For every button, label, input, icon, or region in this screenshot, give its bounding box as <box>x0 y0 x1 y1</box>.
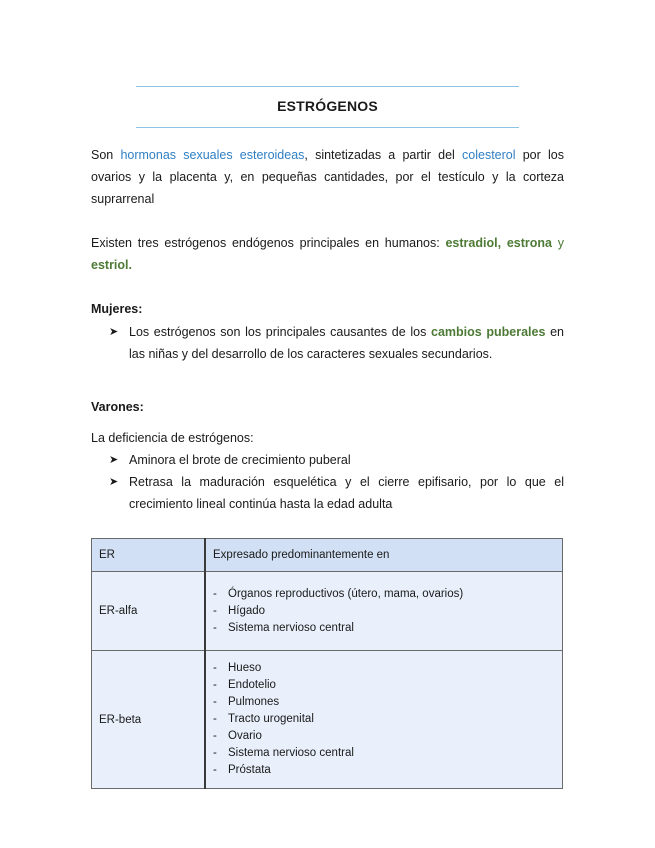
page-title: ESTRÓGENOS <box>277 98 378 114</box>
list-item-text: Hígado <box>228 604 266 617</box>
list-item-text: Órganos reproductivos (útero, mama, ovarios) <box>228 587 464 600</box>
intro-text-2: , sintetizadas a partir del <box>304 148 463 162</box>
men-bullet-2-text: Retrasa la maduración esquelética y el cierre epifisario, por lo que el crecimiento lineal continúa hasta la edad adulta <box>129 475 564 511</box>
women-bullet <box>109 321 564 365</box>
list-item <box>213 711 555 728</box>
list-item <box>213 694 555 711</box>
list-item-text: Ovario <box>228 730 262 742</box>
title-rule-top <box>136 86 519 87</box>
dash-icon: - <box>213 587 217 600</box>
intro-paragraph <box>91 144 564 210</box>
intro-text-3: por los ovarios y la placenta y, en pequeñas cantidades, por el testículo y la corteza suprarrenal <box>91 148 564 206</box>
list-item <box>213 745 555 762</box>
arrow-bullet-icon: ➤ <box>109 476 119 488</box>
endogenous-paragraph <box>91 232 564 276</box>
list-item-text: Pulmones <box>228 696 280 708</box>
list-item <box>213 586 555 603</box>
expression-cell <box>205 651 563 789</box>
men-bullet-2 <box>109 471 564 515</box>
dash-icon: - <box>213 713 217 725</box>
estradiol-estrona-highlight: estradiol, estrona <box>445 236 552 250</box>
intro-text-1: Son <box>91 148 121 162</box>
table-header-row <box>92 539 563 572</box>
women-heading: Mujeres: <box>91 302 143 316</box>
receptor-name-cell: ER-beta <box>92 651 206 789</box>
receptor-table <box>91 538 563 789</box>
list-item-text: Tracto urogenital <box>228 713 314 725</box>
arrow-bullet-icon: ➤ <box>109 326 119 338</box>
title-rule-bottom <box>136 127 519 128</box>
hormonas-link[interactable]: hormonas sexuales esteroideas <box>120 148 305 162</box>
list-item <box>213 660 555 677</box>
dash-icon: - <box>213 662 217 674</box>
list-item-text: Hueso <box>228 662 262 674</box>
list-item <box>213 677 555 694</box>
list-item <box>213 603 555 620</box>
endogenous-text-1: Existen tres estrógenos endógenos principales en humanos: <box>91 236 446 250</box>
list-item <box>213 762 555 779</box>
men-bullet-1-text: Aminora el brote de crecimiento puberal <box>129 453 351 467</box>
men-heading: Varones: <box>91 400 144 414</box>
women-bullet-text-2: en las niñas y del desarrollo de los caracteres sexuales secundarios. <box>129 325 564 361</box>
list-item <box>213 620 555 637</box>
dash-icon: - <box>213 604 217 617</box>
expression-cell <box>205 572 563 651</box>
list-item-text: Sistema nervioso central <box>228 747 354 759</box>
men-intro: La deficiencia de estrógenos: <box>91 431 254 445</box>
dash-icon: - <box>213 764 217 776</box>
list-item-text: Sistema nervioso central <box>228 621 354 634</box>
list-item <box>213 728 555 745</box>
table-row <box>92 572 563 651</box>
expression-list <box>213 660 555 779</box>
table-header-er: ER <box>92 539 206 572</box>
dash-icon: - <box>213 679 217 691</box>
arrow-bullet-icon: ➤ <box>109 454 119 466</box>
table-row <box>92 651 563 789</box>
estriol-highlight: estriol. <box>91 258 132 272</box>
expression-list <box>213 586 555 637</box>
list-item-text: Próstata <box>228 764 271 776</box>
men-bullet-1 <box>109 449 564 471</box>
table-header-expressed: Expresado predominantemente en <box>205 539 563 572</box>
dash-icon: - <box>213 621 217 634</box>
cambios-puberales-highlight: cambios puberales <box>431 325 546 339</box>
list-item-text: Endotelio <box>228 679 276 691</box>
endogenous-text-2: y <box>551 236 565 250</box>
women-bullet-text-1: Los estrógenos son los principales causantes de los <box>129 325 431 339</box>
colesterol-link[interactable]: colesterol <box>462 148 516 162</box>
dash-icon: - <box>213 696 217 708</box>
receptor-name-cell: ER-alfa <box>92 572 206 651</box>
women-bullet-text <box>109 321 564 365</box>
dash-icon: - <box>213 747 217 759</box>
dash-icon: - <box>213 730 217 742</box>
